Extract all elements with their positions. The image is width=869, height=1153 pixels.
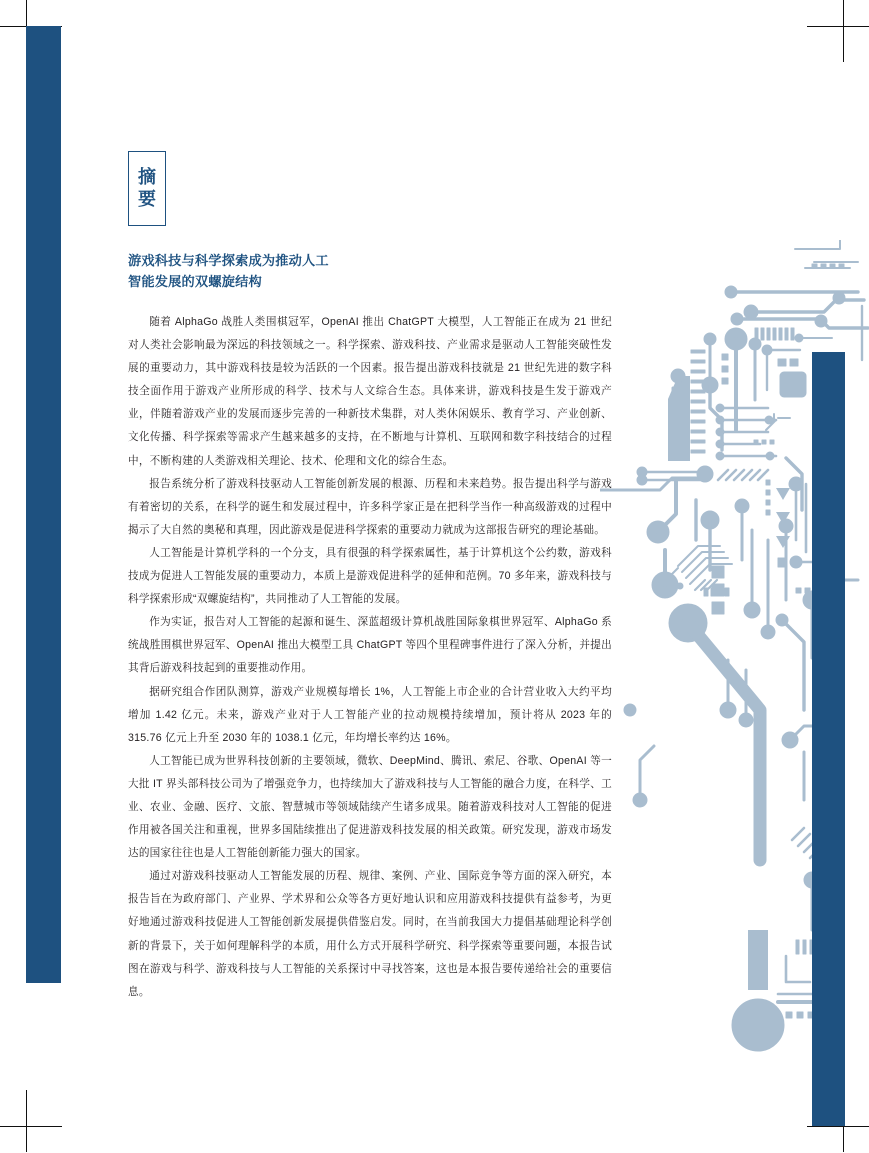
body-copy (128, 311, 612, 1004)
section-title (128, 250, 458, 293)
body-paragraph: 人工智能是计算机学科的一个分支，具有很强的科学探索属性，基于计算机这个公约数，游戏科技成为促进人工智能发展的重要动力，本质上是游戏促进科学的延伸和范例。70 多年来，游戏科技与科学探索形成“双螺旋结构”，共同推动了人工智能的发展。 (128, 546, 612, 606)
body-paragraph: 随着 AlphaGo 战胜人类围棋冠军，OpenAI 推出 ChatGPT 大模型，人工智能正在成为 21 世纪对人类社会影响最为深远的科技领域之一。科学探索、游戏科技、产业需求是驱动人工智能突破性发展的重要动力，其中游戏科技是较为活跃的一个因素。报告提出游戏科技就是 21 世纪先进的数字科技全面作用于游戏产业所形成的科学、技术与人文综合生态。具体来讲，游戏科技是生发于游戏产业，伴随着游戏产业的发展而逐步完善的一种新技术集群，对人类休闲娱乐、教育学习、产业创新、文化传播、科学探索等需求产生越来越多的支持，在不断地与计算机、互联网和数字科技结合的过程中，不断构建的人类游戏相关理论、技术、伦理和文化的综合生态。 (128, 316, 612, 467)
abstract-marker-box (128, 151, 166, 226)
right-accent-bar (812, 352, 845, 1126)
section-title-line-2: 智能发展的双螺旋结构 (128, 274, 262, 290)
body-paragraph: 作为实证，报告对人工智能的起源和诞生、深蓝超级计算机战胜国际象棋世界冠军、AlphaGo 系统战胜围棋世界冠军、OpenAI 推出大模型工具 ChatGPT 等四个里程碑事件进行了深入分析，并提出其背后游戏科技起到的重要推动作用。 (128, 616, 612, 675)
body-paragraph: 据研究组合作团队测算，游戏产业规模每增长 1%，人工智能上市企业的合计营业收入大约平均增加 1.42 亿元。未来，游戏产业对于人工智能产业的拉动规模持续增加，预计将从 2023 年的 315.76 亿元上升至 2030 年的 1038.1 亿元，年均增长率约达 16%。 (128, 685, 612, 744)
abstract-marker-char-2: 要 (138, 189, 156, 209)
section-title-line-1: 游戏科技与科学探索成为推动人工 (128, 253, 329, 268)
body-paragraph: 人工智能已成为世界科技创新的主要领域，微软、DeepMind、腾讯、索尼、谷歌、OpenAI 等一大批 IT 界头部科技公司为了增强竞争力，也持续加大了游戏科技与人工智能的融合力度，在科学、工业、农业、金融、医疗、文旅、智慧城市等领域陆续产生诸多成果。随着游戏科技对人工智能的促进作用被各国关注和重视，世界多国陆续推出了促进游戏科技发展的相关政策。研究发现，游戏市场发达的国家往往也是人工智能创新能力强大的国家。 (128, 754, 612, 860)
left-accent-bar (26, 26, 61, 983)
body-paragraph: 通过对游戏科技驱动人工智能发展的历程、规律、案例、产业、国际竞争等方面的深入研究，本报告旨在为政府部门、产业界、学术界和公众等各方更好地认识和应用游戏科技提供有益参考，为更好地通过游戏科技促进人工智能创新发展提供借鉴启发。同时，在当前我国大力提倡基础理论科学创新的背景下，关于如何理解科学的本质，用什么方式开展科学研究、科学探索等重要问题，本报告试图在游戏与科学、游戏科技与人工智能的关系探讨中寻找答案，这也是本报告要传递给社会的重要信息。 (128, 870, 612, 998)
abstract-marker-char-1: 摘 (138, 167, 156, 188)
body-paragraph: 报告系统分析了游戏科技驱动人工智能创新发展的根源、历程和未来趋势。报告提出科学与游戏有着密切的关系，在科学的诞生和发展过程中，许多科学家正是在把科学当作一种高级游戏的过程中揭示了大自然的奥秘和真理，因此游戏是促进科学探索的重要动力就成为这部报告研究的理论基础。 (128, 477, 612, 536)
